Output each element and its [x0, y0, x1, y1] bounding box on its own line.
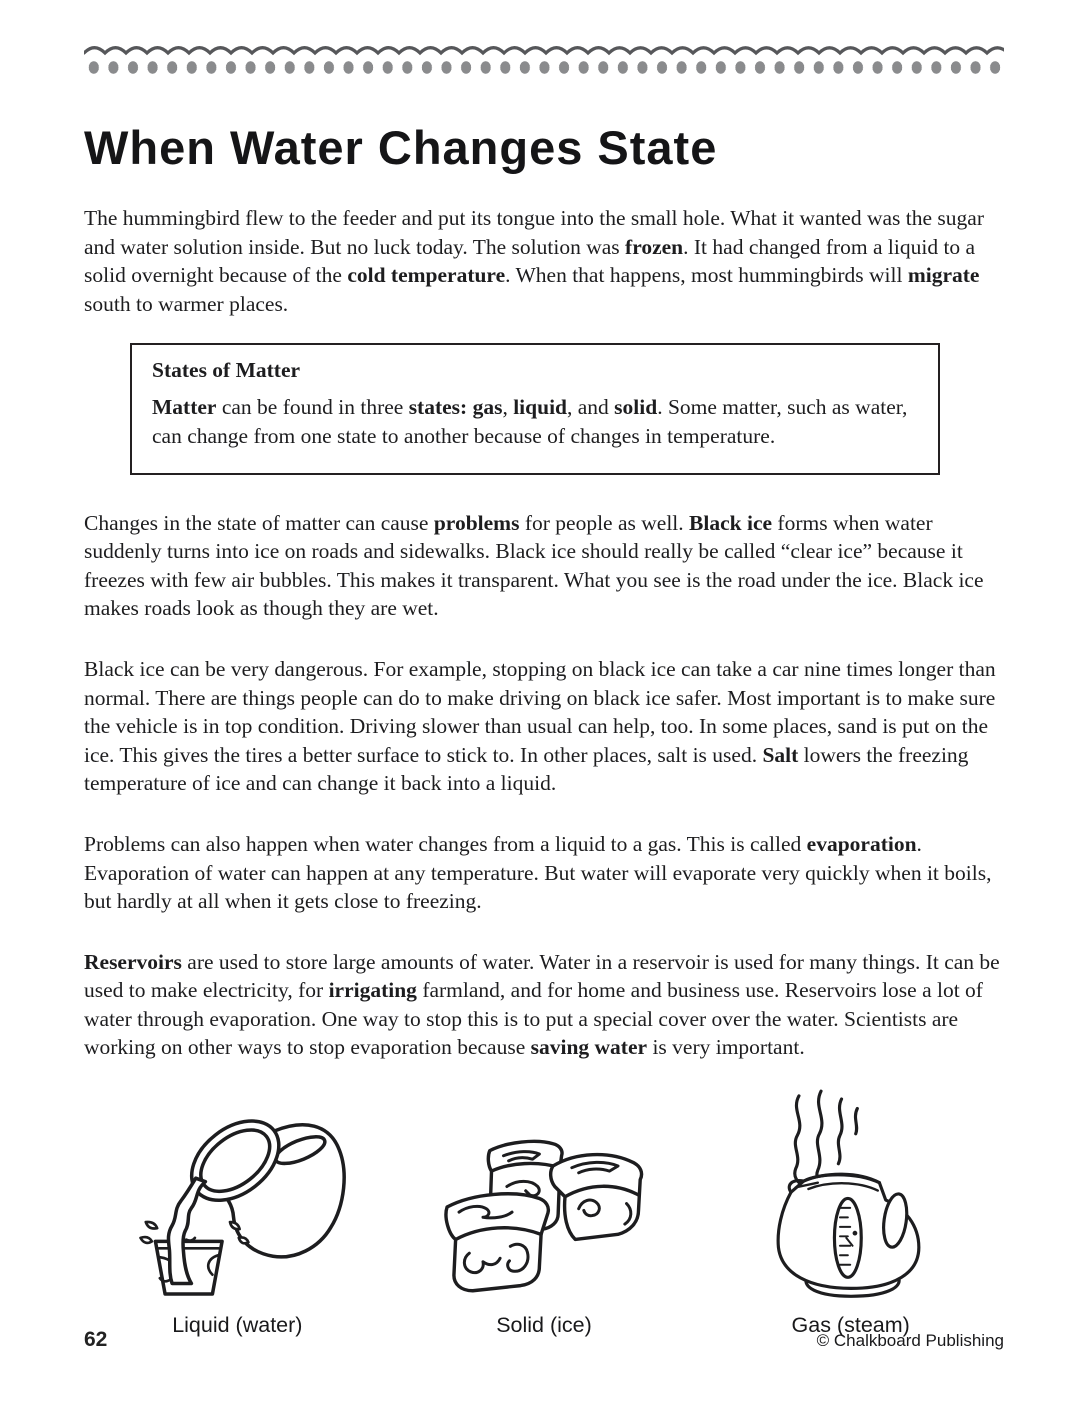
figure-row — [84, 1088, 1004, 1338]
ice-cubes-illustration — [412, 1113, 677, 1301]
page-footer — [84, 1328, 1004, 1352]
paragraph-black-ice-danger: Black ice can be very dangerous. For example, stopping on black ice can take a car nine times longer than normal. There are things people can do to make driving on black ice safer. Most important is to make sure the vehicle is in top condition. Driving slower than usual can help, too. In some places, sand is put on the ice. This gives the tires a better surface to stick to. In other places, salt is used. Salt lowers the freezing temperature of ice and can change it back into a liquid. — [84, 656, 996, 796]
paragraph-evaporation: Problems can also happen when water changes from a liquid to a gas. This is called evaporation. Evaporation of water can happen at any temperature. But water will evaporate very quickly when it boils, but hardly at all when it gets close to freezing. — [84, 831, 992, 914]
figure-liquid — [84, 1088, 391, 1338]
paragraph-reservoirs: Reservoirs are used to store large amounts of water. Water in a reservoir is used for many things. It can be used to make electricity, for irrigating farmland, and for home and business use. Reservoirs lose a lot of water through evaporation. One way to stop this is to put a special cover over the water. Scientists are working on other ways to stop evaporation because saving water is very important. — [84, 949, 1000, 1060]
figure-solid-label: Solid (ice) — [496, 1313, 592, 1338]
callout-text: Matter can be found in three states: gas, liquid, and solid. Some matter, such as water, can change from one state to another because of changes in temperature. — [152, 395, 908, 448]
figure-gas — [697, 1088, 1004, 1338]
page-number: 62 — [84, 1328, 108, 1351]
pitcher-pouring-water-illustration — [92, 1101, 382, 1301]
wavy-line — [84, 42, 1004, 58]
figure-gas-label: Gas (steam) — [791, 1313, 910, 1338]
states-of-matter-box — [130, 343, 940, 474]
figure-solid — [391, 1088, 698, 1338]
publisher-credit: © Chalkboard Publishing — [816, 1331, 1004, 1350]
page-title: When Water Changes State — [84, 121, 718, 174]
figure-liquid-label: Liquid (water) — [172, 1313, 303, 1338]
steaming-kettle-illustration — [726, 1088, 976, 1301]
dot-row — [84, 59, 1004, 76]
callout-heading: States of Matter — [152, 358, 301, 383]
paragraph-intro: The hummingbird flew to the feeder and put its tongue into the small hole. What it wanted was the sugar and water solution inside. But no luck today. The solution was frozen. It had changed from a liquid to a solid overnight because of the cold temperature. When that happens, most hummingbirds will migrate south to warmer places. — [84, 206, 984, 316]
paragraph-black-ice-forms: Changes in the state of matter can cause problems for people as well. Black ice forms when water suddenly turns into ice on roads and sidewalks. Black ice should really be called “clear ice” because it freezes with few air bubbles. This makes it transparent. What you see is the road under the ice. Black ice makes roads look as though they are wet. — [84, 510, 984, 621]
decorative-border — [84, 42, 1004, 76]
